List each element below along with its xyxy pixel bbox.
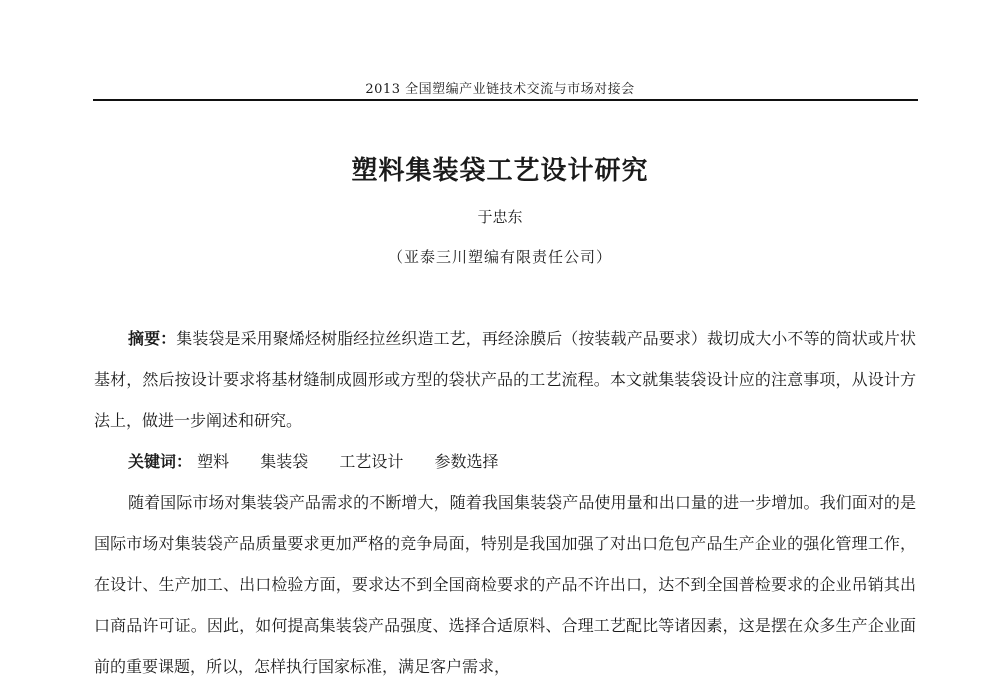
running-header: 2013 全国塑编产业链技术交流与市场对接会 [365,82,635,97]
header-rule [93,99,918,101]
abstract-text: 集装袋是采用聚烯烃树脂经拉丝织造工艺，再经涂膜后（按装载产品要求）裁切成大小不等的筒状或片状基材，然后按设计要求将基材缝制成圆形或方型的袋状产品的工艺流程。本文就集装袋设计应的注意事项，从设计方法上，做进一步阐述和研究。 [94,329,916,430]
keyword-item: 工艺设计 [339,452,404,471]
keywords-label: 关键词： [128,452,193,471]
keyword-item: 集装袋 [260,452,309,471]
abstract-label: 摘要： [128,329,177,348]
abstract-paragraph [94,318,916,441]
author-affiliation: （亚泰三川塑编有限责任公司） [387,248,612,266]
keywords-line [128,441,524,482]
keyword-item: 塑料 [197,452,230,471]
keyword-item: 参数选择 [434,452,499,471]
author-name: 于忠东 [477,208,523,226]
body-paragraph: 随着国际市场对集装袋产品需求的不断增大，随着我国集装袋产品使用量和出口量的进一步增加。我们面对的是国际市场对集装袋产品质量要求更加严格的竞争局面，特别是我国加强了对出口危包产品生产企业的强化管理工作，在设计、生产加工、出口检验方面，要求达不到全国商检要求的产品不许出口，达不到全国普检要求的企业吊销其出口商品许可证。因此，如何提高集装袋产品强度、选择合适原料、合理工艺配比等诸因素，这是摆在众多生产企业面前的重要课题，所以，怎样执行国家标准，满足客户需求， [94,493,916,676]
paper-title: 塑料集装袋工艺设计研究 [351,156,649,186]
